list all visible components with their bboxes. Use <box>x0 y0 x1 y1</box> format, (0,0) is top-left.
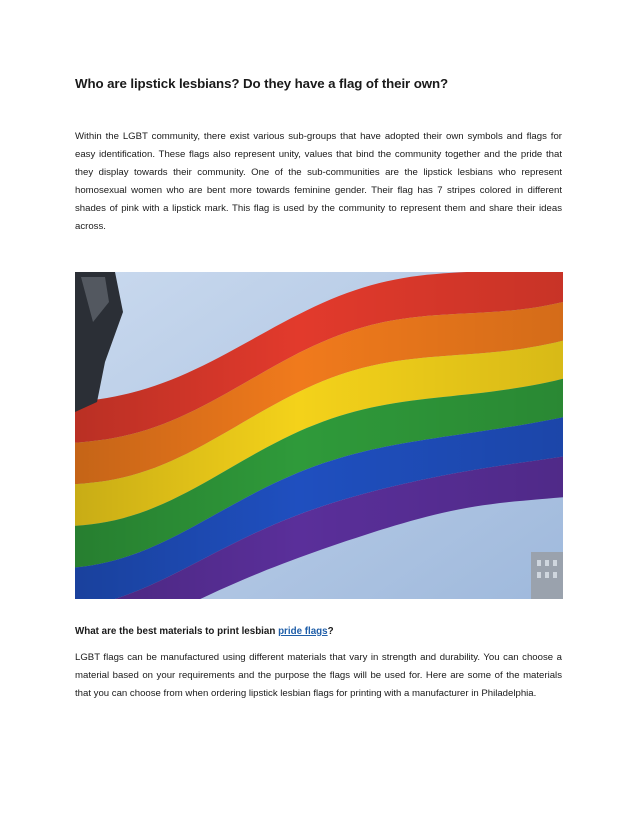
building-silhouette <box>531 552 563 599</box>
materials-paragraph: LGBT flags can be manufactured using different materials that vary in strength and durability. You can choose a material based on your requirements and the purpose the flags will be used for. Here are some of the materials that you can choose from when ordering lipstick lesbian flags for printing with a manufacturer in Philadelphia. <box>75 652 562 699</box>
heading-materials <box>75 626 562 637</box>
heading-materials-suffix: ? <box>327 626 334 637</box>
pride-flags-link[interactable]: pride flags <box>278 626 328 637</box>
heading-lipstick-lesbians: Who are lipstick lesbians? Do they have a flag of their own? <box>75 76 449 91</box>
intro-paragraph: Within the LGBT community, there exist various sub-groups that have adopted their own symbols and flags for easy identification. These flags also represent unity, values that bind the community together and the pride that they display towards their community. One of the sub-communities are the lipstick lesbians who represent homosexual women who are bent more towards feminine gender. Their flag has 7 stripes colored in different shades of pink with a lipstick mark. This flag is used by the community to represent them and share their ideas across. <box>75 131 562 233</box>
rainbow-flag-illustration <box>75 272 563 599</box>
rainbow-flag-photo <box>75 272 563 599</box>
heading-materials-prefix: What are the best materials to print lesbian <box>75 626 279 637</box>
